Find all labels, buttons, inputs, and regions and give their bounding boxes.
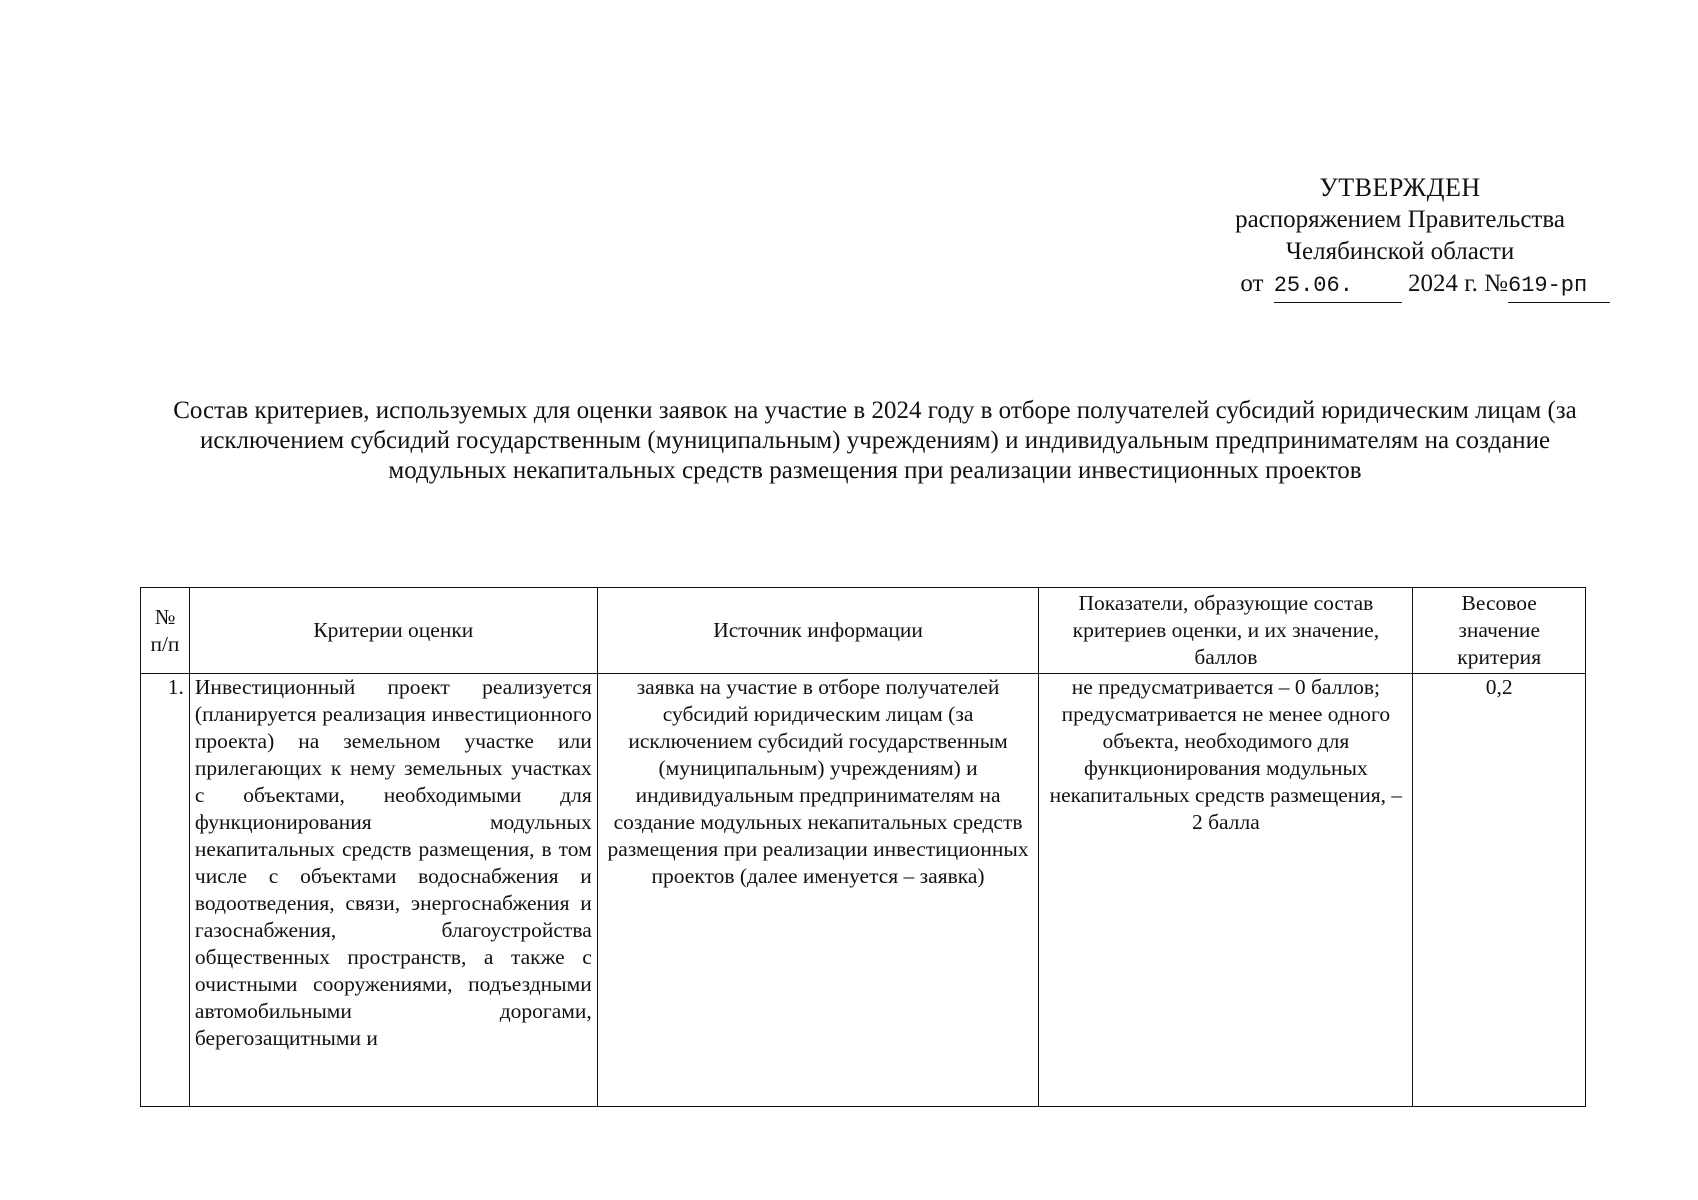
approval-number: 619-рп <box>1508 270 1610 303</box>
row-num: 1. <box>141 674 190 1107</box>
header-indicators: Показатели, образующие состав критериев оценки, и их значение, баллов <box>1039 588 1413 674</box>
approval-date: 25.06. <box>1274 270 1402 303</box>
approval-date-line <box>1190 268 1610 303</box>
approval-line-1: распоряжением Правительства <box>1235 206 1565 233</box>
approval-stamp <box>1190 172 1610 303</box>
row-indicators: не предусматривается – 0 баллов; предусматривается не менее одного объекта, необходимого для функционирования модульных некапитальных средств размещения, – 2 балла <box>1039 674 1413 1107</box>
approval-prefix: от <box>1240 270 1264 297</box>
approval-title: УТВЕРЖДЕН <box>1319 173 1481 202</box>
row-source: заявка на участие в отборе получателей субсидий юридическим лицам (за исключением субсидий государственным (муниципальным) учреждениям) и индивидуальным предпринимателям на создание модульных некапитальных средств размещения при реализации инвестиционных проектов (далее именуется – заявка) <box>597 674 1039 1107</box>
document-title <box>140 396 1610 486</box>
row-criteria: Инвестиционный проект реализуется (планируется реализация инвестиционного проекта) на земельном участке или прилегающих к нему земельных участках с объектами, необходимыми для функционирования модульных некапитальных средств размещения, в том числе с объектами водоснабжения и водоотведения, связи, энергоснабжения и газоснабжения, благоустройства общественных пространств, а также с очистными сооружениями, подъездными автомобильными дорогами, берегозащитными и <box>189 674 597 1107</box>
header-criteria: Критерии оценки <box>189 588 597 674</box>
header-num: № п/п <box>141 588 190 674</box>
criteria-table <box>140 587 1586 1107</box>
approval-line-2: Челябинской области <box>1285 238 1515 265</box>
table-row <box>141 674 1586 1107</box>
approval-year: 2024 г. № <box>1407 270 1508 297</box>
table-header-row <box>141 588 1586 674</box>
document-title-text: Состав критериев, используемых для оценки заявок на участие в 2024 году в отборе получателей субсидий юридическим лицам (за исключением субсидий государственным (муниципальным) учреждениям) и индивидуальным предпринимателям на создание модульных некапитальных средств размещения при реализации инвестиционных проектов <box>173 397 1577 484</box>
header-source: Источник информации <box>597 588 1039 674</box>
row-weight: 0,2 <box>1413 674 1586 1107</box>
header-weight: Весовое значение критерия <box>1413 588 1586 674</box>
